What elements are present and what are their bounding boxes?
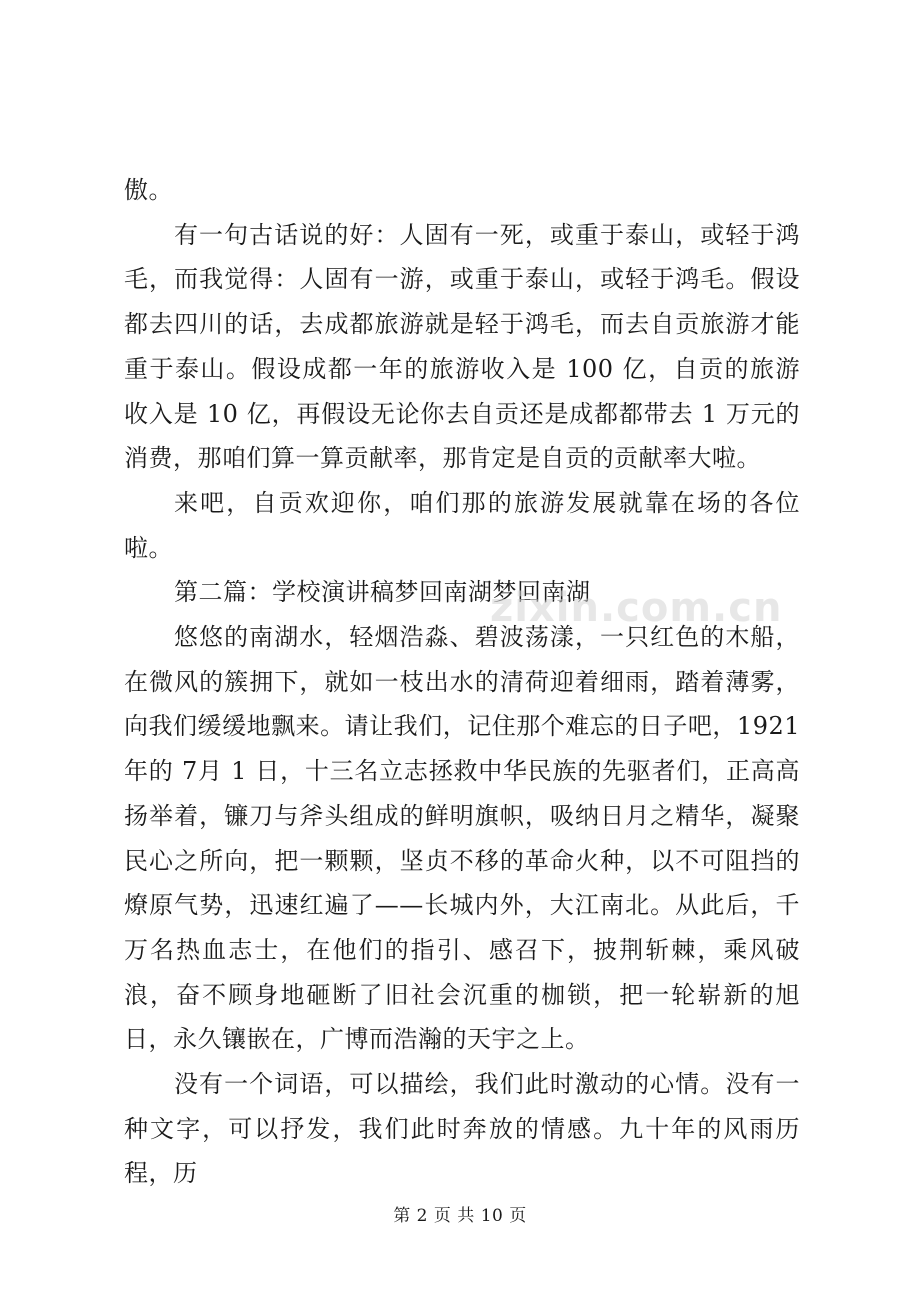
paragraph-tourism-saying: 有一句古话说的好：人固有一死，或重于泰山，或轻于鸿毛，而我觉得：人固有一游，或重于泰山，或轻于鸿毛。假设都去四川的话，去成都旅游就是轻于鸿毛，而去自贡旅游才能重于泰山。假设成都一年的旅游收入是 100 亿，自贡的旅游收入是 10 亿，再假设无论你去自贡还是成都都带去 1 万元的消费，那咱们算一算贡献率，那肯定是自贡的贡献率大啦。 bbox=[124, 220, 800, 473]
section-heading: 第二篇：学校演讲稿梦回南湖梦回南湖 bbox=[174, 578, 591, 607]
paragraph-emotion: 没有一个词语，可以描绘，我们此时激动的心情。没有一种文字，可以抒发，我们此时奔放的情感。九十年的风雨历程，历 bbox=[124, 1070, 800, 1188]
document-body bbox=[124, 168, 800, 1196]
paragraph-continuation: 傲。 bbox=[124, 176, 173, 204]
paragraph-welcome: 来吧，自贡欢迎你，咱们那的旅游发展就靠在场的各位啦。 bbox=[124, 488, 800, 562]
page-number-footer: 第 2 页 共 10 页 bbox=[393, 1206, 527, 1226]
paragraph-nanhu: 悠悠的南湖水，轻烟浩淼、碧波荡漾，一只红色的木船，在微风的簇拥下，就如一枝出水的清荷迎着细雨，踏着薄雾，向我们缓缓地飘来。请让我们，记住那个难忘的日子吧，1921 年的 7月 1 日，十三名立志拯救中华民族的先驱者们，正高高扬举着，镰刀与斧头组成的鲜明旗帜，吸纳日月之精华，凝聚民心之所向，把一颗颗，坚贞不移的革命火种，以不可阻挡的燎原气势，迅速红遍了——长城内外，大江南北。从此后，千万名热血志士，在他们的指引、感召下，披荆斩棘，乘风破浪，奋不顾身地砸断了旧社会沉重的枷锁，把一轮崭新的旭日，永久镶嵌在，广博而浩瀚的天宇之上。 bbox=[124, 623, 800, 1054]
site-watermark: zixin.com.cn bbox=[490, 585, 783, 631]
